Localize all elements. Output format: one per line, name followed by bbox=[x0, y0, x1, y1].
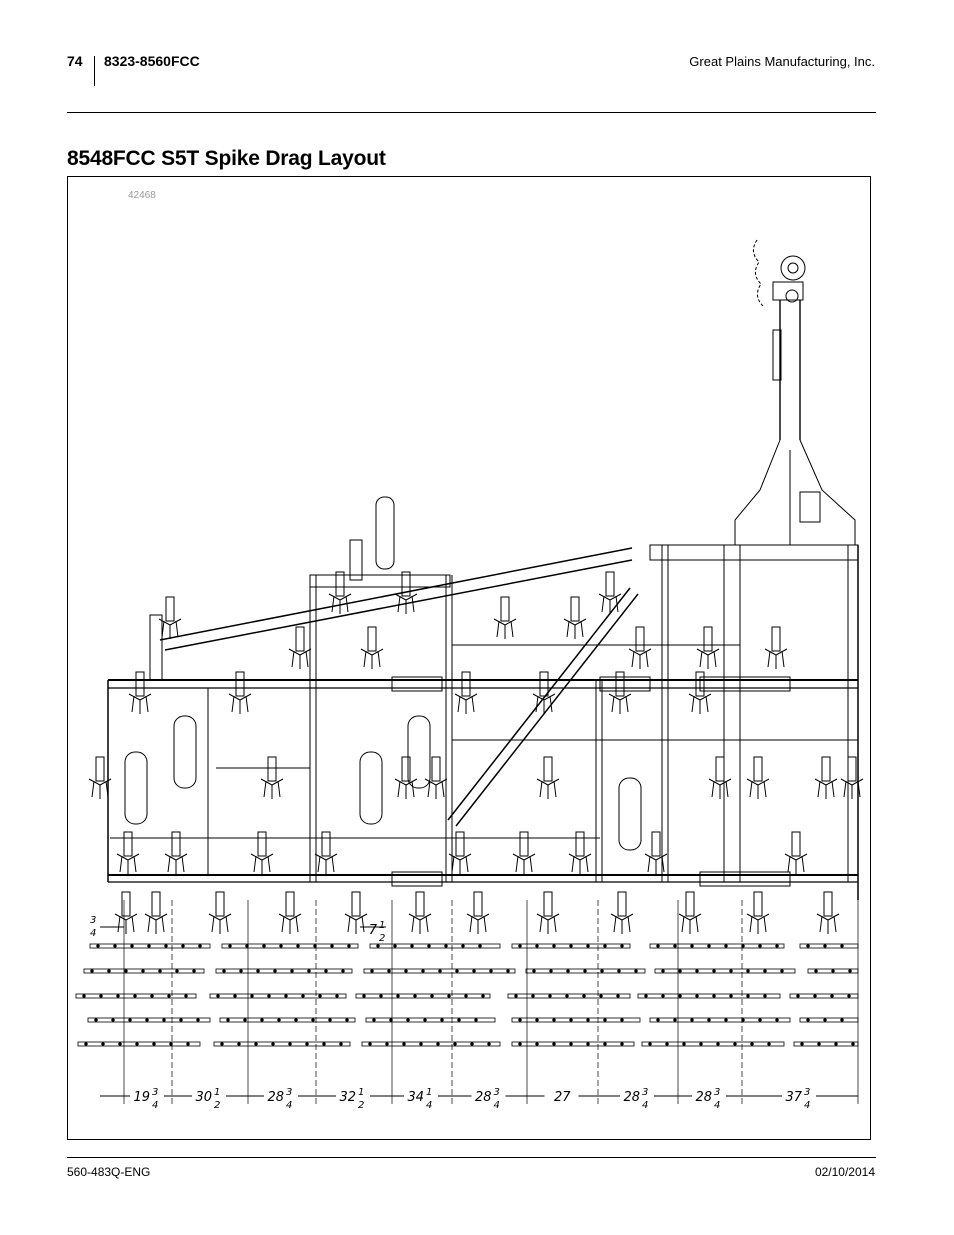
harrow-bar bbox=[800, 944, 858, 948]
whole: 30 bbox=[195, 1090, 212, 1105]
shank-tine bbox=[841, 757, 863, 799]
harrow-bar bbox=[512, 944, 630, 948]
shank-tine bbox=[261, 757, 283, 799]
harrow-bar bbox=[526, 969, 645, 973]
numerator: 1 bbox=[358, 1087, 365, 1098]
spacing-dimension bbox=[554, 1090, 571, 1105]
harrow-bar bbox=[364, 969, 515, 973]
harrow-bar bbox=[800, 1018, 858, 1022]
numerator: 3 bbox=[804, 1087, 811, 1098]
shank-tine bbox=[279, 892, 301, 934]
shank-tine bbox=[129, 672, 151, 714]
shank-tine bbox=[709, 757, 731, 799]
harrow-bar bbox=[78, 1042, 200, 1046]
harrow-bar bbox=[214, 1042, 350, 1046]
shank-tine bbox=[467, 892, 489, 934]
denominator: 4 bbox=[90, 928, 97, 939]
harrow-bar bbox=[366, 1018, 495, 1022]
numerator: 1 bbox=[214, 1087, 221, 1098]
shank-tine bbox=[765, 627, 787, 669]
shank-tine bbox=[455, 672, 477, 714]
page-title: 8548FCC S5T Spike Drag Layout bbox=[67, 147, 386, 170]
harrow-bar bbox=[790, 994, 858, 998]
denominator: 4 bbox=[804, 1100, 811, 1111]
harrow-bar bbox=[642, 1042, 784, 1046]
numerator: 3 bbox=[642, 1087, 649, 1098]
shank-tine bbox=[533, 672, 555, 714]
numerator: 1 bbox=[379, 920, 386, 931]
shank-tine bbox=[599, 572, 621, 614]
whole: 28 bbox=[623, 1090, 640, 1105]
whole: 34 bbox=[407, 1090, 424, 1105]
shank-tine bbox=[289, 627, 311, 669]
harrow-bar bbox=[356, 994, 490, 998]
shank-tine bbox=[361, 627, 383, 669]
shank-tine bbox=[697, 627, 719, 669]
harrow-bar bbox=[638, 994, 780, 998]
footer-rule bbox=[67, 1157, 876, 1158]
denominator: 2 bbox=[214, 1100, 221, 1111]
harrow-bar bbox=[655, 969, 795, 973]
harrow-bar bbox=[362, 1042, 500, 1046]
denominator: 4 bbox=[642, 1100, 649, 1111]
harrow-bar bbox=[370, 944, 500, 948]
spike-drag-layout-drawing bbox=[68, 177, 870, 1139]
shank-tine bbox=[409, 892, 431, 934]
whole: 28 bbox=[267, 1090, 284, 1105]
shank-tine bbox=[815, 757, 837, 799]
harrow-bar bbox=[508, 994, 630, 998]
harrow-bar bbox=[650, 1018, 790, 1022]
numerator: 3 bbox=[152, 1087, 159, 1098]
harrow-bar bbox=[222, 944, 358, 948]
denominator: 2 bbox=[358, 1100, 365, 1111]
shank-tine bbox=[785, 832, 807, 874]
numerator: 3 bbox=[714, 1087, 721, 1098]
document-number: 560-483Q-ENG bbox=[67, 1165, 151, 1179]
figure-id: 42468 bbox=[128, 190, 156, 201]
whole: 28 bbox=[474, 1090, 492, 1105]
shank-tine bbox=[679, 892, 701, 934]
harrow-bar bbox=[808, 969, 858, 973]
shank-tine bbox=[747, 757, 769, 799]
shank-tine bbox=[817, 892, 839, 934]
shank-tine bbox=[395, 757, 417, 799]
harrow-bar bbox=[90, 944, 210, 948]
denominator: 4 bbox=[426, 1100, 433, 1111]
harrow-bar bbox=[220, 1018, 355, 1022]
whole: 27 bbox=[553, 1090, 571, 1105]
harrow-bar bbox=[512, 1042, 634, 1046]
denominator: 4 bbox=[714, 1100, 721, 1111]
harrow-bar bbox=[650, 944, 784, 948]
shank-tine bbox=[494, 597, 516, 639]
numerator: 3 bbox=[90, 915, 97, 926]
harrow-bar bbox=[210, 994, 346, 998]
whole: 32 bbox=[339, 1090, 356, 1105]
denominator: 4 bbox=[152, 1100, 159, 1111]
shank-tine bbox=[329, 572, 351, 614]
denominator: 4 bbox=[493, 1100, 500, 1111]
shank-tine bbox=[747, 892, 769, 934]
harrow-bar bbox=[88, 1018, 210, 1022]
header-separator bbox=[94, 56, 95, 86]
shank-tine bbox=[564, 597, 586, 639]
whole: 7 bbox=[368, 923, 377, 938]
harrow-bar bbox=[84, 969, 204, 973]
page-number: 74 bbox=[67, 53, 83, 69]
shank-tine bbox=[629, 627, 651, 669]
numerator: 3 bbox=[286, 1087, 293, 1098]
shank-tine bbox=[537, 757, 559, 799]
header-rule bbox=[67, 112, 876, 113]
denominator: 4 bbox=[286, 1100, 293, 1111]
numerator: 3 bbox=[493, 1087, 500, 1098]
revision-date: 02/10/2014 bbox=[814, 1165, 875, 1179]
shank-tine bbox=[345, 892, 367, 934]
shank-tine bbox=[425, 757, 447, 799]
shank-tine bbox=[537, 892, 559, 934]
whole: 19 bbox=[133, 1090, 150, 1105]
mid-offset-dimension bbox=[369, 920, 386, 944]
shank-tine bbox=[645, 832, 667, 874]
shank-tine bbox=[229, 672, 251, 714]
shank-tine bbox=[209, 892, 231, 934]
numerator: 1 bbox=[426, 1087, 433, 1098]
harrow-bar bbox=[512, 1018, 640, 1022]
whole: 37 bbox=[785, 1090, 802, 1105]
shank-tine bbox=[609, 672, 631, 714]
model-range: 8323-8560FCC bbox=[104, 53, 200, 69]
harrow-bar bbox=[794, 1042, 858, 1046]
harrow-bar bbox=[216, 969, 352, 973]
harrow-bar bbox=[76, 994, 196, 998]
shank-tine bbox=[145, 892, 167, 934]
shank-tine bbox=[611, 892, 633, 934]
company-name: Great Plains Manufacturing, Inc. bbox=[689, 54, 875, 69]
whole: 28 bbox=[695, 1090, 712, 1105]
shank-tine bbox=[115, 892, 137, 934]
left-offset-dimension bbox=[90, 915, 96, 939]
denominator: 2 bbox=[379, 933, 386, 944]
